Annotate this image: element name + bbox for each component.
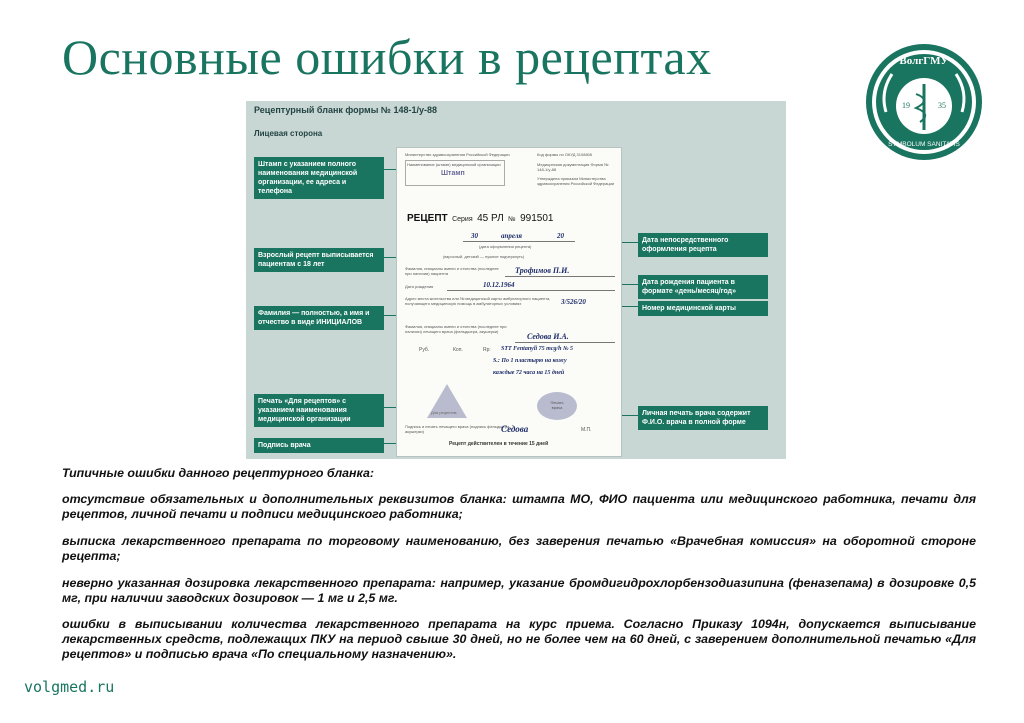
error-item-4: ошибки в выписывании количества лекарственного препарата на курс приема. Согласно Приказу 1094н, допускается выписывание лекарственных средств, подлежащих ПКУ на период свыше 30 дней, но не более чем на 60 дней, с заверением дополнительной печатью «Для рецептов» и подписью врача «По специальному назначению». [62,617,976,661]
logo-name: ВолгГМУ [899,55,949,67]
birth-caption: Дата рождения [405,284,434,289]
triangle-caption: Для рецептов [431,410,457,415]
blank-ministry-right-1: Код формы по ОКУД 3108806 [537,152,593,157]
rx-word: РЕЦЕПТ [407,213,448,224]
blank-ministry-right-2: Медицинская документация Форма № 148-1/у-88 [537,162,609,172]
birth-underline [447,290,615,291]
rx-series-label: Серия [452,216,473,223]
rx-header [407,208,553,226]
callout-signature: Подпись врача [254,438,384,453]
doctor-name: Седова И.А. [527,332,569,341]
date-month: апреля [501,232,523,240]
kop-label: Коп. [453,347,463,353]
doctor-underline [515,342,615,343]
stamp-caption: Наименование (штамп) медицинской организации [407,162,501,167]
rp-label: Rp: [483,347,491,353]
prescription-figure [246,101,786,459]
date-year: 20 [557,232,564,240]
patient-caption: Фамилия, инициалы имени и отчества (последнее при наличии) пациента [405,266,499,276]
adult-caption: (взрослый, детский — нужное подчеркнуть) [443,254,525,259]
figure-side-label: Лицевая сторона [254,129,323,138]
callout-stamp: Штамп с указанием полного наименования медицинской организации, ее адреса и телефона [254,157,384,199]
drug-line-1: STT Fentanyli 75 mcg/h № 5 [501,346,573,352]
university-logo [864,42,984,162]
doctor-signature: Седова [501,424,529,434]
date-underline [463,241,575,242]
logo-motto: SYMBOLUM SANITATIS [888,141,960,148]
logo-year-left: 19 [902,101,910,110]
footer-site[interactable]: volgmed.ru [24,678,115,696]
date-day: 30 [471,232,478,240]
error-item-2: выписка лекарственного препарата по торговому наименованию, без заверения печатью «Врачебная комиссия» на оборотной стороне рецепта; [62,534,976,563]
rub-label: Руб. [419,347,430,353]
drug-line-2: S.: По 1 пластырю на кожу [493,358,567,364]
rx-number: 991501 [520,213,554,224]
page-title: Основные ошибки в рецептах [62,29,712,85]
callout-adult: Взрослый рецепт выписывается пациентам с 18 лет [254,248,384,272]
callout-date: Дата непосредственного оформления рецепта [638,233,768,257]
callout-seal: Печать «Для рецептов» с указанием наименования медицинской организации [254,394,384,427]
patient-name: Трофимов П.И. [515,266,570,275]
validity-text: Рецепт действителен в течение 15 дней [449,441,549,447]
callout-birth: Дата рождения пациента в формате «день/месяц/год» [638,275,768,299]
rx-no-label: № [508,216,516,223]
error-item-3: неверно указанная дозировка лекарственного препарата: например, указание бромдигидрохлорбензодиазипина (феназепама) в дозировке 0,5 мг, при наличии заводских дозировок — 1 мг и 2,5 мг. [62,576,976,605]
patient-underline [505,276,615,277]
card-number: 3/526/20 [561,298,586,306]
callout-doctor-seal: Личная печать врача содержит Ф.И.О. врача в полной форме [638,406,768,430]
address-caption: Адрес места жительства или № медицинской карты амбулаторного пациента, получающего медицинскую помощь в амбулаторных условиях [405,296,551,306]
doctor-caption: Фамилия, инициалы имени и отчества (последнее при наличии) лечащего врача (фельдшера, акушерки) [405,324,507,334]
logo-year-right: 35 [938,101,946,110]
rx-series: 45 РЛ [477,213,504,224]
error-item-1: отсутствие обязательных и дополнительных реквизитов бланка: штампа МО, ФИО пациента или медицинского работника, печати для рецептов, личной печати и подписи медицинского работника; [62,492,976,521]
drug-line-3: каждые 72 часа на 15 дней [493,370,565,376]
mp-label: М.П. [581,427,592,433]
sign-caption: Подпись и печать лечащего врача (подпись фельдшера, акушерки) [405,424,511,434]
prescription-blank [396,147,622,457]
figure-title: Рецептурный бланк формы № 148-1/у-88 [254,105,437,115]
errors-intro: Типичные ошибки данного рецептурного бланка: [62,466,374,480]
blank-ministry-left: Министерство здравоохранения Российской Федерации [405,152,510,157]
stamp-mark: Штамп [441,170,465,177]
seal-caption: Печать врача [550,400,564,410]
date-caption: (дата оформления рецепта) [479,244,532,249]
callout-fio: Фамилия — полностью, а имя и отчество в виде ИНИЦИАЛОВ [254,306,384,330]
birth-date: 10.12.1964 [483,281,515,289]
callout-card: Номер медицинской карты [638,301,768,316]
blank-ministry-right-3: Утверждена приказом Министерства здравоохранения Российской Федерации [537,176,615,186]
